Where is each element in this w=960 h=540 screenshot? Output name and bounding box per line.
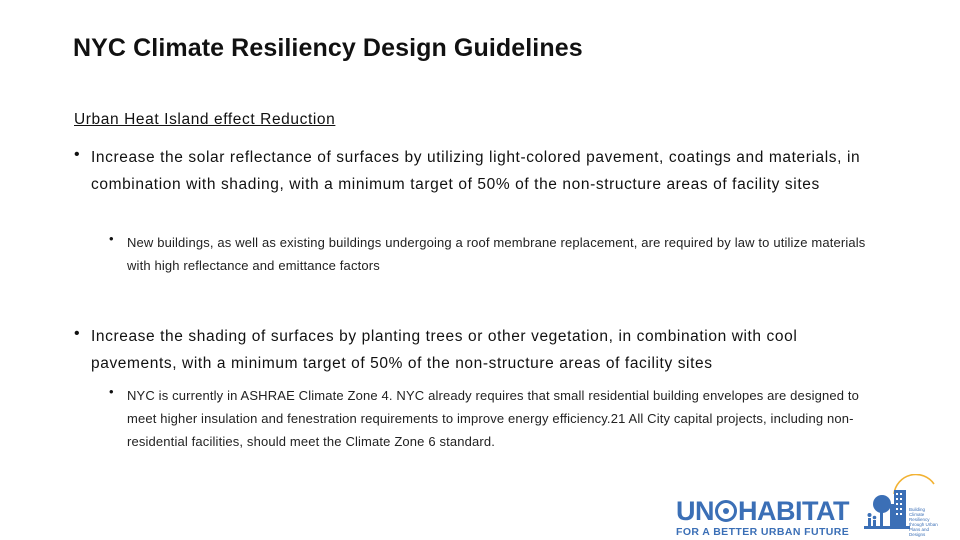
bullet-text: Increase the solar reflectance of surfaces by utilizing light-colored pavement, coatings and materials, in combination with shading, with a minimum target of 50% of the non-structure areas of facility sites [91,149,861,193]
logo-tagline: FOR A BETTER URBAN FUTURE [676,526,850,538]
emblem-caption: Building Climate Resiliency through Urban Plans and Designs [909,507,938,537]
sub-bullet-text: New buildings, as well as existing buildings undergoing a roof membrane replacement, are required by law to utilize materials with high reflectance and emittance factors [127,235,866,273]
logo-text-un: UN [676,496,714,526]
sub-bullet-text: NYC is currently in ASHRAE Climate Zone 4. NYC already requires that small residential building envelopes are designed to meet higher insulation and fenestration requirements to improve energy efficiency.21 All City capital projects, including non-residential facilities, should meet the Climate Zone 6 standard. [127,388,860,449]
logo-wordmark [676,497,849,525]
bullet-dot-icon: • [74,146,80,163]
bullet-item [74,323,884,377]
bullet-item [74,144,884,198]
sub-bullet-item [109,384,884,453]
slide-title: NYC Climate Resiliency Design Guidelines [73,34,583,62]
sub-bullet-item [109,231,884,277]
bullet-text: Increase the shading of surfaces by planting trees or other vegetation, in combination with cool pavements, with a minimum target of 50% of the non-structure areas of facility sites [91,328,798,372]
bullet-dot-icon: • [109,231,114,246]
section-subheading: Urban Heat Island effect Reduction [74,111,336,128]
globe-icon [715,500,737,522]
logo-text-habitat: HABITAT [738,496,849,526]
un-habitat-logo [676,497,849,538]
bullet-dot-icon: • [74,325,80,342]
bullet-dot-icon: • [109,384,114,399]
